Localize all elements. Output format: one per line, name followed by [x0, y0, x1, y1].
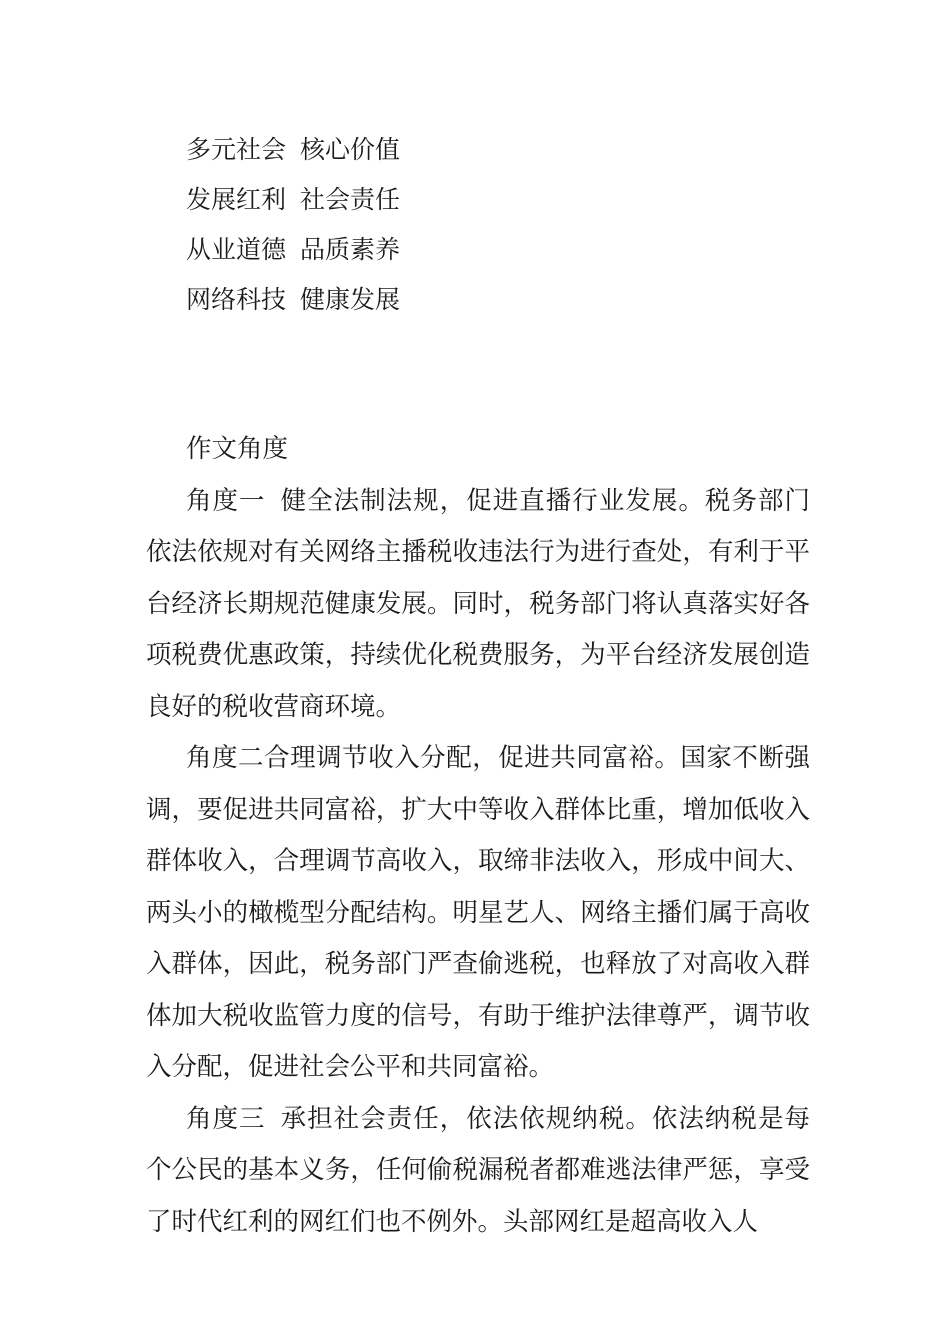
keyword-right: 社会责任 — [300, 185, 401, 214]
keyword-row — [186, 128, 400, 178]
essay-angles — [146, 424, 810, 1248]
keyword-left: 网络科技 — [186, 285, 287, 314]
keyword-left: 从业道德 — [186, 235, 287, 264]
angle-paragraph — [146, 476, 810, 734]
angle-text: 承担社会责任，依法依规纳税。依法纳税是每个公民的基本义务，任何偷税漏税者都难逃法律严惩，享受了时代红利的网红们也不例外。头部网红是超高收入人 — [146, 1103, 810, 1237]
angle-paragraph — [146, 733, 810, 1094]
keyword-row — [186, 228, 400, 278]
angle-label: 角度二 — [186, 743, 265, 773]
keyword-right: 健康发展 — [300, 285, 401, 314]
keyword-left: 多元社会 — [186, 135, 287, 164]
section-title: 作文角度 — [186, 434, 289, 464]
angle-text: 合理调节收入分配，促进共同富裕。国家不断强调，要促进共同富裕，扩大中等收入群体比重，增加低收入群体收入，合理调节高收入，取缔非法收入，形成中间大、两头小的橄榄型分配结构。明星艺人、网络主播们属于高收入群体，因此，税务部门严查偷逃税，也释放了对高收入群体加大税收监管力度的信号，有助于维护法律尊严，调节收入分配，促进社会公平和共同富裕。 — [146, 743, 810, 1082]
angle-paragraph — [146, 1094, 810, 1249]
keyword-right: 核心价值 — [300, 135, 401, 164]
keyword-row — [186, 178, 400, 228]
keyword-right: 品质素养 — [300, 235, 401, 264]
keyword-left: 发展红利 — [186, 185, 287, 214]
angle-text: 健全法制法规，促进直播行业发展。税务部门依法依规对有关网络主播税收违法行为进行查处，有利于平台经济长期规范健康发展。同时，税务部门将认真落实好各项税费优惠政策，持续优化税费服务，为平台经济发展创造良好的税收营商环境。 — [146, 485, 810, 722]
angle-label: 角度三 — [186, 1103, 266, 1134]
angle-label: 角度一 — [186, 485, 266, 516]
keyword-row — [186, 278, 400, 328]
keyword-list — [186, 128, 400, 328]
